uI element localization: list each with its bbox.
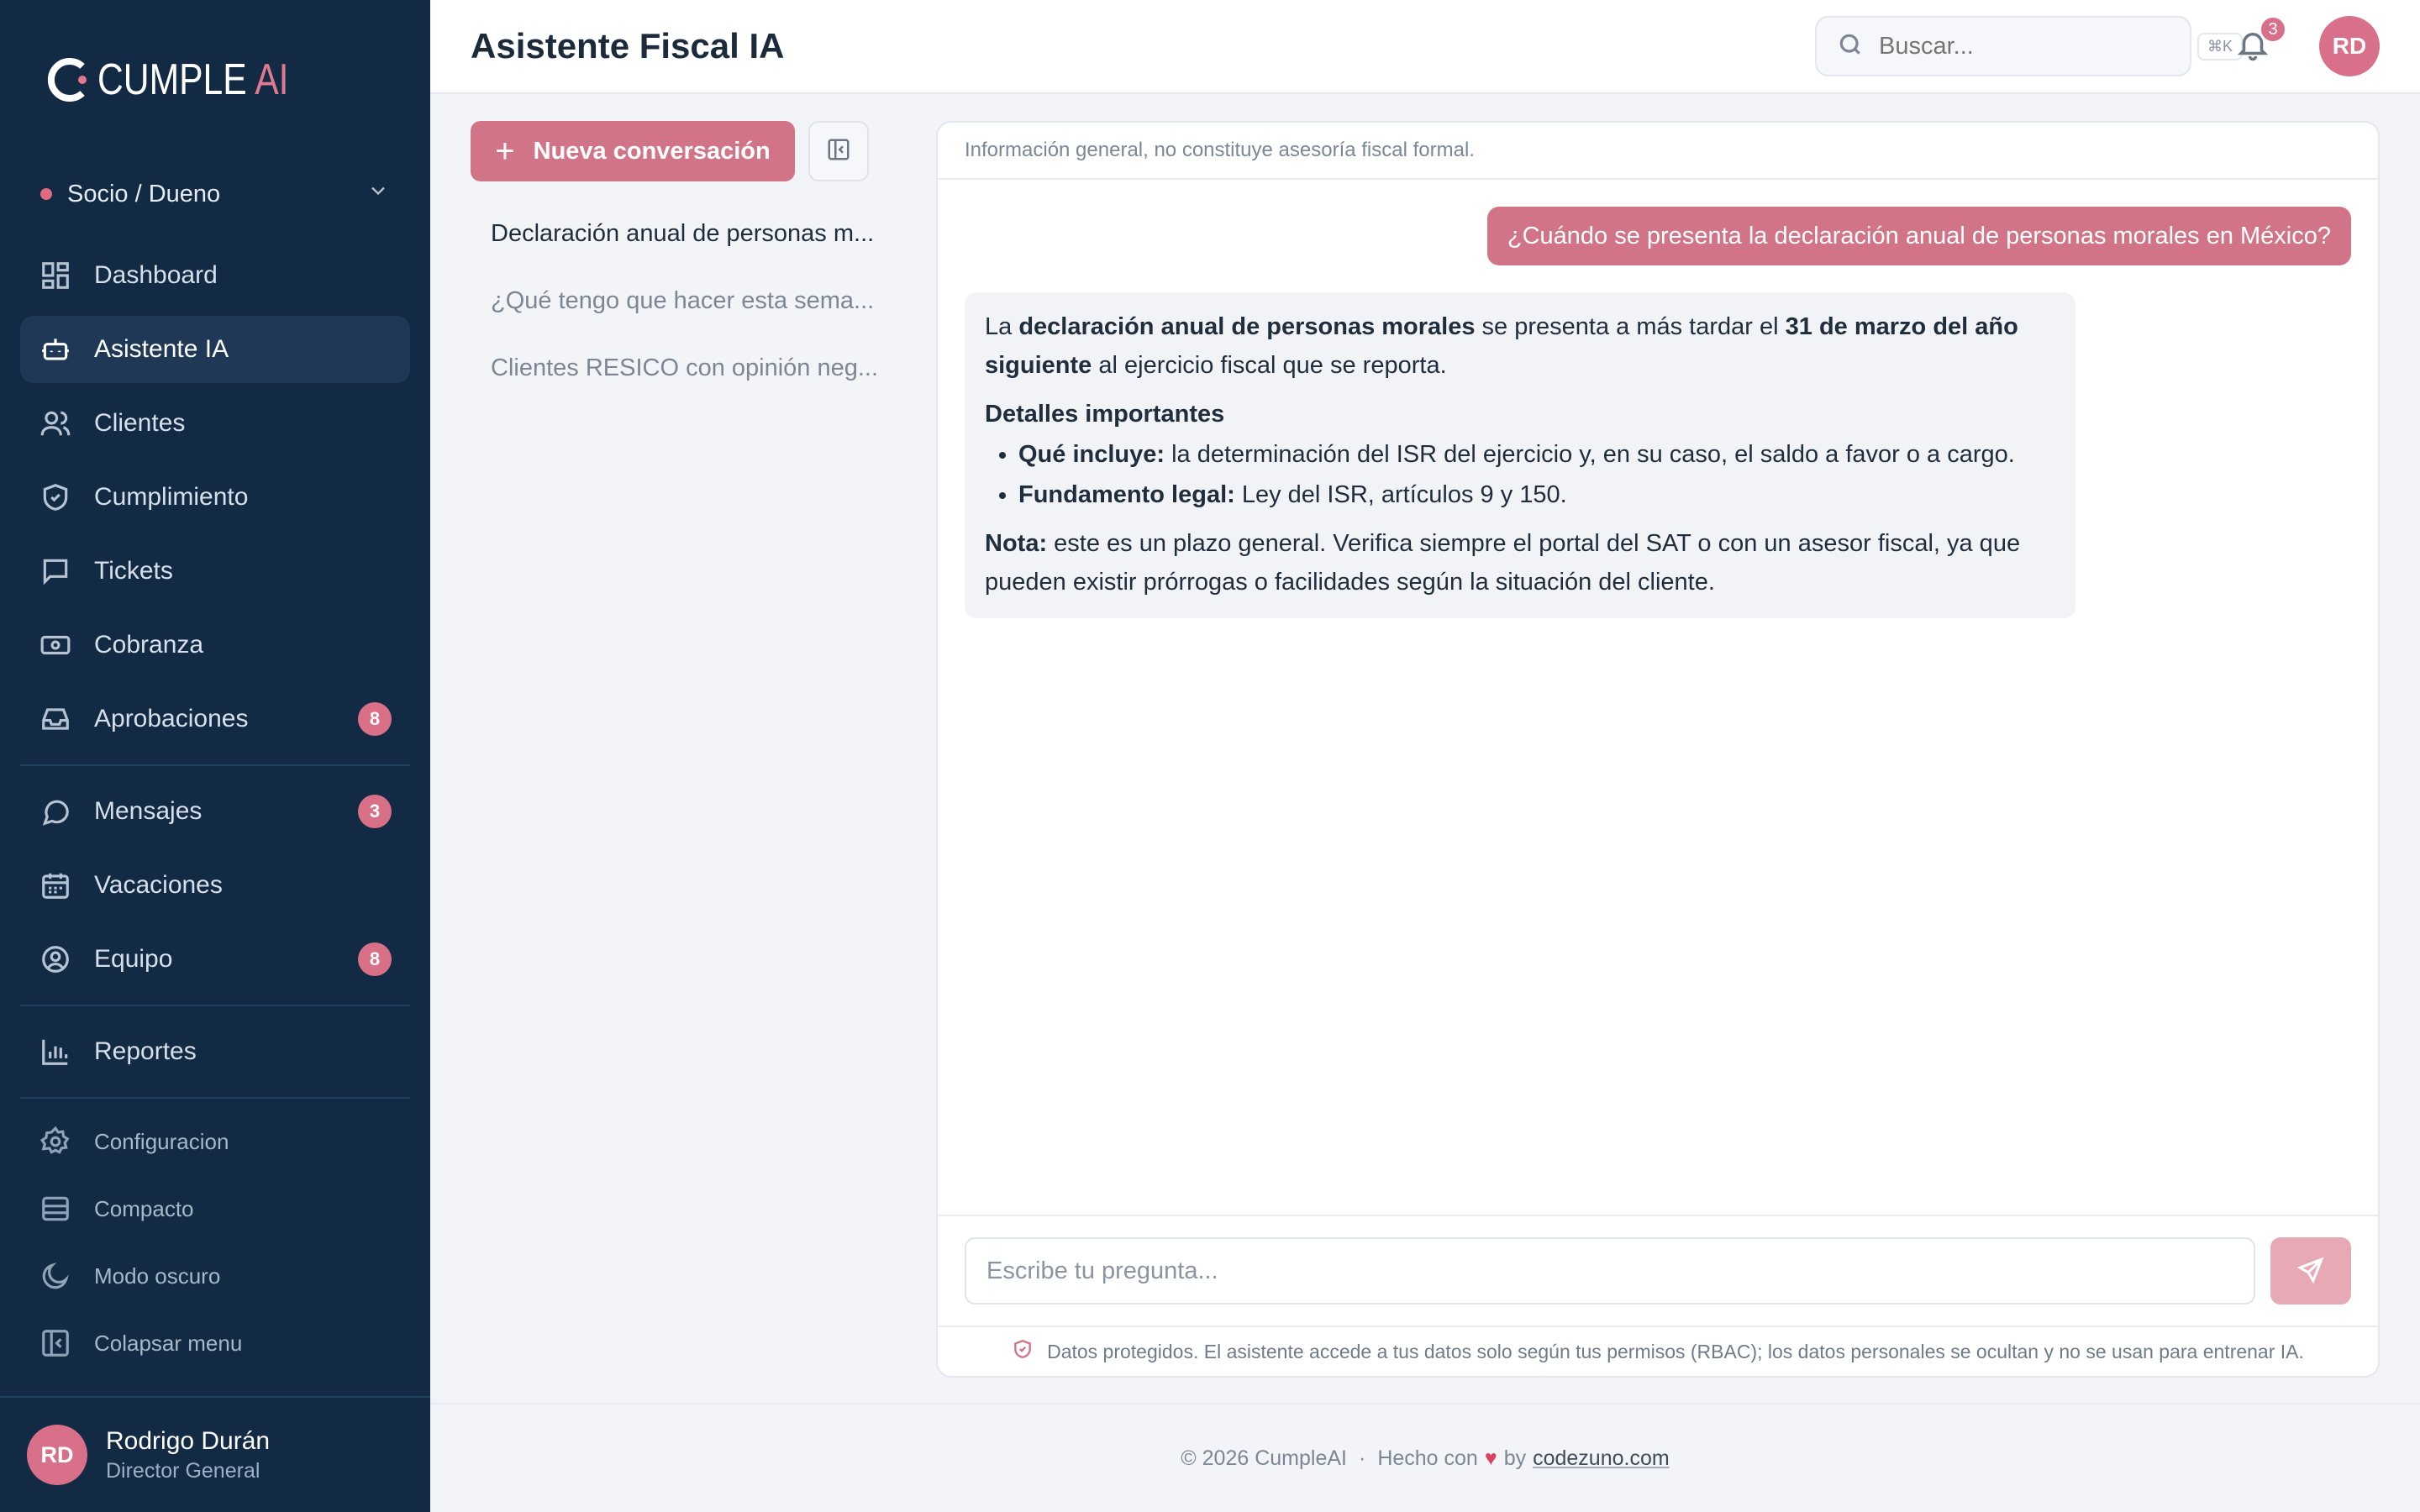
sidebar-item-dashboard[interactable] xyxy=(20,242,410,309)
sidebar-item-clientes[interactable] xyxy=(20,390,410,457)
sidebar-item-colapsar-menu[interactable] xyxy=(20,1312,410,1374)
sidebar-item-cobranza[interactable] xyxy=(20,612,410,679)
user-info xyxy=(106,1427,270,1483)
sidebar-settings xyxy=(0,1110,430,1374)
sidebar-item-label: Reportes xyxy=(94,1037,197,1065)
role-selector[interactable] xyxy=(20,165,410,223)
shortcut-hint: ⌘K xyxy=(2197,33,2243,60)
sidebar-item-aprobaciones[interactable] xyxy=(20,685,410,753)
sidebar-item-label: Modo oscuro xyxy=(94,1263,221,1289)
send-icon xyxy=(2296,1256,2325,1287)
assistant-message-bubble xyxy=(965,292,2075,618)
user-role: Director General xyxy=(106,1458,260,1483)
gear-icon xyxy=(39,1125,72,1158)
sidebar-item-label: Aprobaciones xyxy=(94,705,249,732)
notifications-button[interactable] xyxy=(2232,19,2278,67)
robot-icon xyxy=(39,333,72,366)
footer-separator: · xyxy=(1358,1446,1366,1470)
message-circle-icon xyxy=(39,795,72,828)
search-box[interactable] xyxy=(1815,16,2233,76)
conversation-item[interactable]: Clientes RESICO con opinión neg... xyxy=(491,354,879,381)
search-icon xyxy=(1837,31,1864,62)
bar-chart-icon xyxy=(39,1035,72,1068)
top-bar xyxy=(430,0,2420,94)
send-button[interactable] xyxy=(2270,1237,2351,1305)
question-input[interactable] xyxy=(965,1237,2255,1305)
sidebar-item-label: Asistente IA xyxy=(94,335,229,363)
calendar-icon xyxy=(39,869,72,902)
sidebar-divider xyxy=(20,1097,410,1099)
sidebar-item-equipo[interactable] xyxy=(20,926,410,993)
privacy-notice xyxy=(938,1326,2378,1376)
sidebar-item-tickets[interactable] xyxy=(20,538,410,605)
sidebar-item-vacaciones[interactable] xyxy=(20,852,410,919)
sidebar-item-label: Colapsar menu xyxy=(94,1330,243,1356)
banknote-icon xyxy=(39,628,72,662)
logo-text: CUMPLE AI xyxy=(97,55,289,104)
sidebar-item-label: Vacaciones xyxy=(94,871,223,899)
inbox-icon xyxy=(39,702,72,736)
sidebar-item-cumplimiento[interactable] xyxy=(20,464,410,531)
sidebar-divider xyxy=(20,764,410,766)
user-message-bubble: ¿Cuándo se presenta la declaración anual de personas morales en México? xyxy=(1487,207,2351,265)
conversation-list xyxy=(471,200,908,402)
sidebar-item-label: Mensajes xyxy=(94,797,203,825)
main-area xyxy=(430,0,2420,1512)
count-badge: 8 xyxy=(358,942,392,976)
list-icon xyxy=(39,1192,72,1226)
count-badge: 8 xyxy=(358,702,392,736)
privacy-text: Datos protegidos. El asistente accede a tus datos solo según tus permisos (RBAC); los datos personales se ocultan y no se usan para entrenar IA. xyxy=(1047,1340,2304,1362)
conversation-item[interactable]: Declaración anual de personas m... xyxy=(491,219,875,247)
details-heading: Detalles importantes xyxy=(985,401,1225,428)
user-message-row xyxy=(965,207,2351,265)
role-label: Socio / Dueno xyxy=(67,180,221,207)
footer-by: by xyxy=(1503,1446,1527,1470)
notifications-badge: 3 xyxy=(2259,15,2287,44)
conversation-actions xyxy=(471,121,908,181)
assistant-content xyxy=(430,94,2420,1403)
footer-link[interactable]: codezuno.com xyxy=(1533,1446,1670,1470)
answer-note: Nota: este es un plazo general. Verifica siempre el portal del SAT o con un asesor fiscal, ya que pueden existir prórrogas o facilidades según la situación del cliente. xyxy=(985,530,2021,596)
footer-copyright: © 2026 CumpleAI xyxy=(1181,1446,1347,1470)
count-badge: 3 xyxy=(358,795,392,828)
header-avatar[interactable]: RD xyxy=(2319,16,2380,76)
sidebar-item-label: Tickets xyxy=(94,557,173,585)
sidebar-item-label: Configuracion xyxy=(94,1128,229,1154)
chat-square-icon xyxy=(39,554,72,588)
dashboard-icon xyxy=(39,259,72,292)
sidebar-item-asistente-ia[interactable] xyxy=(20,316,410,383)
sidebar-item-reportes[interactable] xyxy=(20,1018,410,1085)
page-title: Asistente Fiscal IA xyxy=(471,26,785,66)
sidebar-item-label: Cumplimiento xyxy=(94,483,249,511)
search-input[interactable] xyxy=(1877,32,2197,61)
role-status-dot xyxy=(40,188,52,200)
avatar: RD xyxy=(27,1425,87,1485)
sidebar-item-modo-oscuro[interactable] xyxy=(20,1245,410,1307)
sidebar-item-mensajes[interactable] xyxy=(20,778,410,845)
chat-disclaimer: Información general, no constituye asesoría fiscal formal. xyxy=(938,123,2378,180)
sidebar-nav xyxy=(0,242,430,1379)
sidebar xyxy=(0,0,430,1512)
answer-paragraph: La declaración anual de personas morales se presenta a más tardar el 31 de marzo del año siguiente al ejercicio fiscal que se reporta. xyxy=(985,313,2018,379)
sidebar-item-label: Dashboard xyxy=(94,261,218,289)
heart-icon: ♥ xyxy=(1484,1446,1497,1470)
brand-logo[interactable] xyxy=(0,0,430,160)
chevron-down-icon xyxy=(366,179,390,209)
conversation-panel xyxy=(471,121,908,1403)
details-list xyxy=(985,435,2055,514)
sidebar-item-label: Equipo xyxy=(94,945,173,973)
new-conversation-label: Nueva conversación xyxy=(533,137,771,165)
page-footer xyxy=(430,1403,2420,1512)
detail-item: • Fundamento legal: Ley del ISR, artículos 9 y 150. xyxy=(1018,475,2055,514)
sidebar-collapse-icon xyxy=(39,1326,72,1360)
new-conversation-button[interactable] xyxy=(471,121,795,181)
user-profile[interactable] xyxy=(0,1396,430,1512)
shield-icon xyxy=(1012,1338,1047,1365)
conversation-item[interactable]: ¿Qué tengo que hacer esta sema... xyxy=(491,286,875,314)
sidebar-item-label: Cobranza xyxy=(94,631,204,659)
moon-icon xyxy=(39,1259,72,1293)
chat-panel xyxy=(936,121,2380,1378)
message-thread xyxy=(938,180,2378,1215)
detail-item: • Qué incluye: la determinación del ISR del ejercicio y, en su caso, el saldo a favor o a cargo. xyxy=(1018,435,2055,474)
users-icon xyxy=(39,407,72,440)
sidebar-item-compacto[interactable] xyxy=(20,1178,410,1240)
sidebar-item-label: Clientes xyxy=(94,409,186,437)
sidebar-item-label: Compacto xyxy=(94,1195,194,1221)
sidebar-divider xyxy=(20,1005,410,1006)
panel-collapse-icon xyxy=(826,137,851,166)
user-circle-icon xyxy=(39,942,72,976)
shield-check-icon xyxy=(39,480,72,514)
logo-mark xyxy=(45,55,330,105)
user-name: Rodrigo Durán xyxy=(106,1426,271,1455)
footer-made-with: Hecho con xyxy=(1377,1446,1478,1470)
collapse-panel-button[interactable] xyxy=(808,121,869,181)
message-composer xyxy=(938,1215,2378,1326)
plus-icon: + xyxy=(495,133,515,170)
logo-c-icon xyxy=(45,55,91,105)
sidebar-item-configuracion[interactable] xyxy=(20,1110,410,1173)
